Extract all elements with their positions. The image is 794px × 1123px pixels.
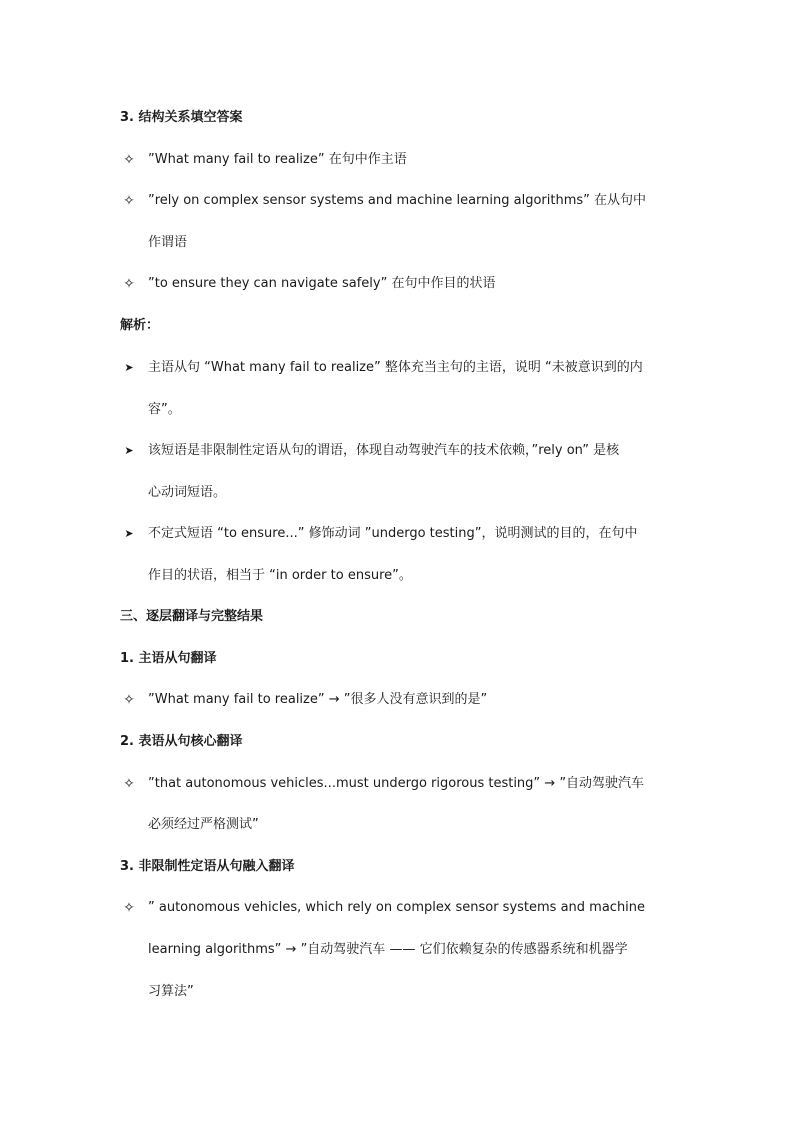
list-item [0,440,794,462]
list-item-text: 心动词短语。 [148,485,227,500]
list-item-continuation [0,939,794,961]
list-item [0,523,794,545]
diamond-bullet-icon: ✧ [123,692,135,708]
list-item-text: ” autonomous vehicles, which rely on complex sensor systems and machine [148,900,646,915]
list-item-text: ”that autonomous vehicles...must undergo rigorous testing” → ”自动驾驶汽车 [148,776,645,791]
list-item-text: 习算法” [148,984,194,999]
diamond-bullet-icon: ✧ [123,152,135,168]
diamond-bullet-icon: ✧ [123,193,135,209]
arrow-bullet-icon: ➤ [124,527,134,540]
diamond-bullet-icon: ✧ [123,276,135,292]
list-item-text: ”to ensure they can navigate safely” 在句中作目的状语 [148,276,496,291]
list-item-continuation [0,482,794,504]
list-item-text: 容”。 [148,402,181,417]
list-item-text: 必须经过严格测试” [148,817,259,832]
list-item [0,897,794,919]
subheading-predicative-clause: 2. 表语从句核心翻译 [120,734,243,749]
list-item-continuation [0,565,794,587]
arrow-bullet-icon: ➤ [124,444,134,457]
list-item-continuation [0,814,794,836]
subheading-attributive-clause: 3. 非限制性定语从句融入翻译 [120,859,295,874]
list-item-text: 该短语是非限制性定语从句的谓语，体现自动驾驶汽车的技术依赖，”rely on” 是核 [148,443,620,458]
list-item-text: 不定式短语 “to ensure...” 修饰动词 ”undergo testing”，说明测试的目的，在句中 [148,526,638,541]
subheading-subject-clause: 1. 主语从句翻译 [120,651,217,666]
list-item [0,357,794,379]
list-item [0,190,794,212]
section-heading-structure-answers: 3. 结构关系填空答案 [120,110,243,125]
list-item [0,273,794,295]
diamond-bullet-icon: ✧ [123,776,135,792]
list-item-text: 作谓语 [148,235,188,250]
diamond-bullet-icon: ✧ [123,900,135,916]
list-item-text: learning algorithms” → ”自动驾驶汽车 —— 它们依赖复杂的传感器系统和机器学 [148,942,628,957]
list-item-text: ”rely on complex sensor systems and machine learning algorithms” 在从句中 [148,193,647,208]
list-item-continuation [0,399,794,421]
list-item-continuation [0,981,794,1003]
list-item [0,773,794,795]
list-item-continuation [0,232,794,254]
list-item-text: ”What many fail to realize” 在句中作主语 [148,152,407,167]
list-item-text: 作目的状语，相当于 “in order to ensure”。 [148,568,412,583]
list-item-text: ”What many fail to realize” → ”很多人没有意识到的是” [148,692,488,707]
list-item [0,689,794,711]
list-item [0,149,794,171]
analysis-heading: 解析： [120,318,160,333]
list-item-text: 主语从句 “What many fail to realize” 整体充当主句的主语，说明 “未被意识到的内 [148,360,643,375]
section-heading-translation: 三、逐层翻译与完整结果 [120,609,264,624]
arrow-bullet-icon: ➤ [124,361,134,374]
